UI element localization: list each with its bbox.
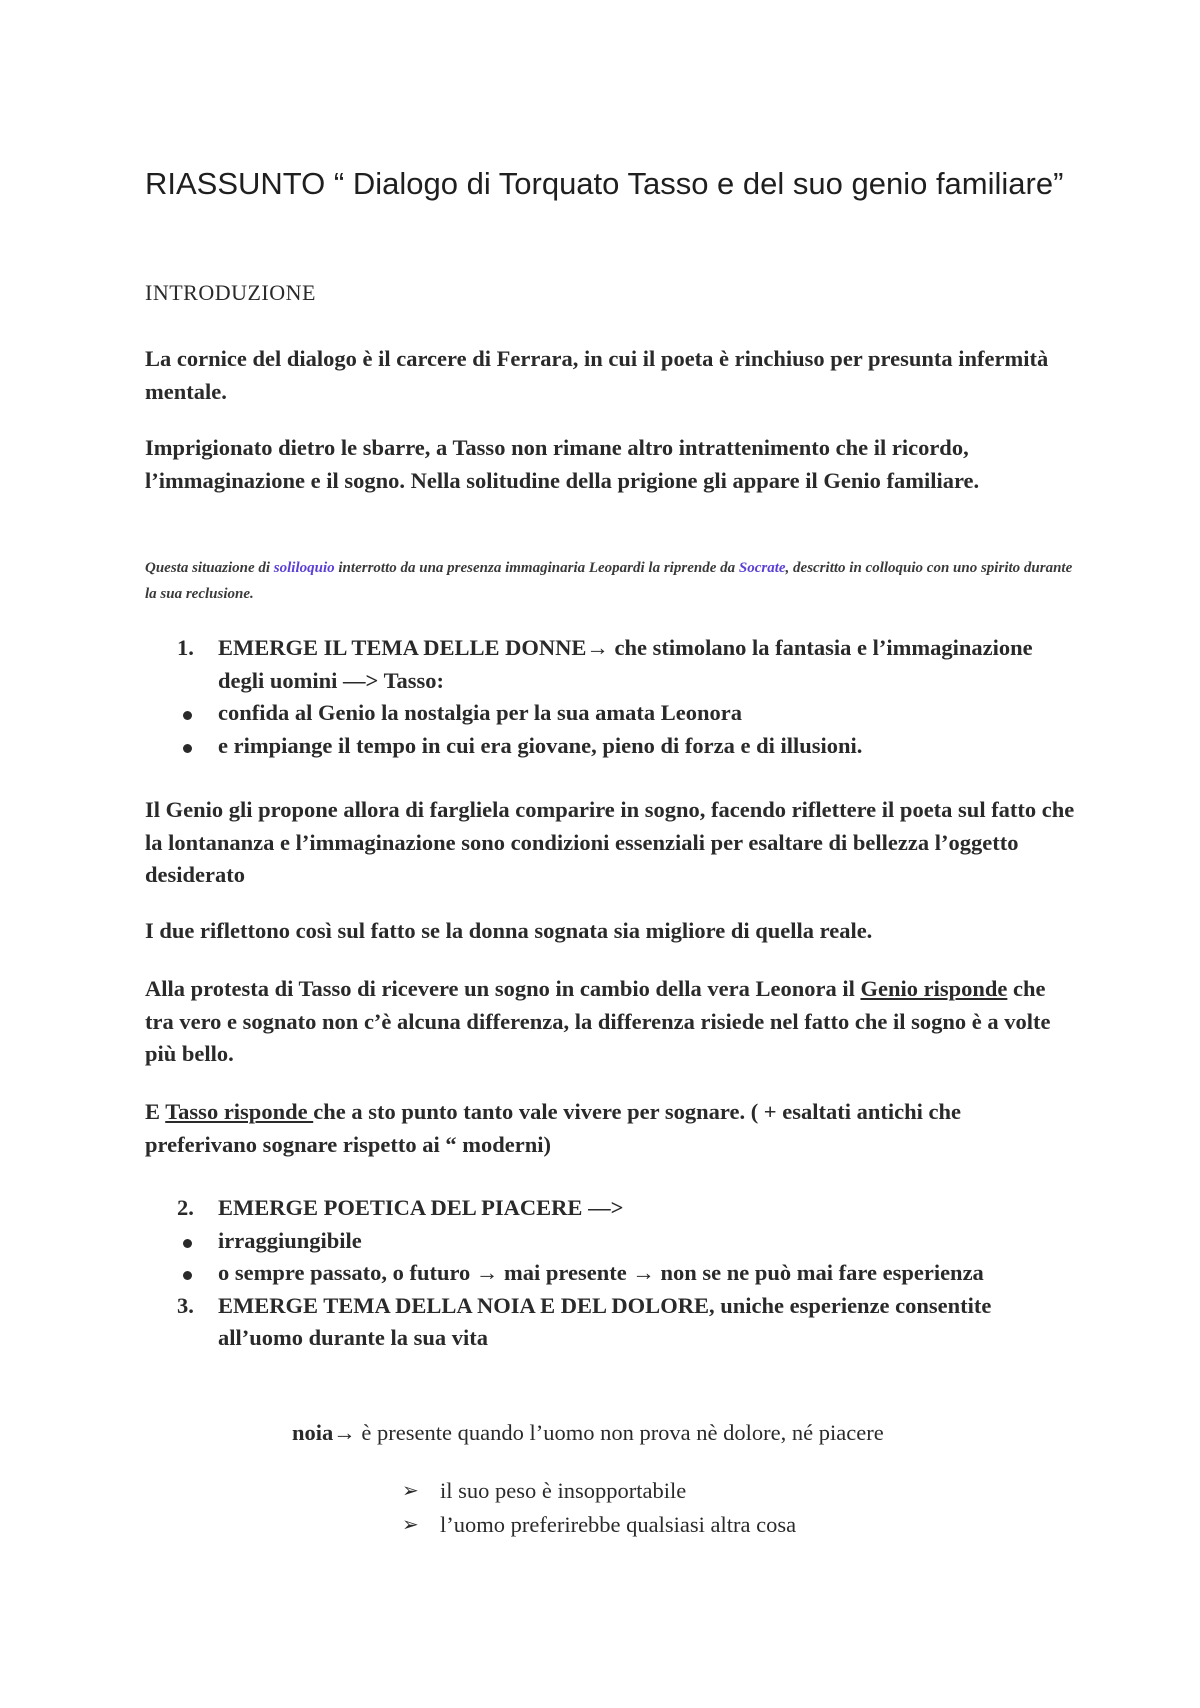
arrow-bullet-icon: ➢ <box>402 1514 419 1536</box>
list-number: 3. <box>177 1292 194 1318</box>
list-item-bullet <box>145 1257 1075 1290</box>
arrow-list-item <box>402 1474 796 1508</box>
paragraph-text: che a sto punto tanto vale vivere per sognare. ( + esaltati antichi che preferivano sognare rispetto ai “ moderni) <box>145 1099 961 1157</box>
note-text: , descritto in colloquio con uno spirito durante la sua reclusione. <box>145 560 1073 602</box>
paragraph-protesta <box>145 973 1075 1071</box>
note-link-soliloquio[interactable]: soliloquio <box>273 560 335 576</box>
list-item-text: irraggiungibile <box>218 1227 362 1253</box>
paragraph-genio-propone: Il Genio gli propone allora di fargliela comparire in sogno, facendo riflettere il poeta sul fatto che la lontananza e l’immaginazione sono condizioni essenziali per esaltare di bellezza l’oggetto desiderato <box>145 797 1075 887</box>
bullet-icon <box>183 1271 192 1280</box>
list-number: 1. <box>177 635 194 660</box>
bullet-icon <box>183 1239 192 1248</box>
paragraph-riflettono: I due riflettono così sul fatto se la donna sognata sia migliore di quella reale. <box>145 918 873 943</box>
list-item-text: EMERGE TEMA DELLA NOIA E DEL DOLORE, uniche esperienze consentite all’uomo durante la sua vita <box>218 1292 992 1350</box>
note-socrate <box>145 555 1085 607</box>
underlined-text: Genio risponde <box>860 976 1008 1001</box>
paragraph-prigione: Imprigionato dietro le sbarre, a Tasso non rimane altro intrattenimento che il ricordo, l’immaginazione e il sogno. Nella solitudine della prigione gli appare il Genio familiare. <box>145 435 980 493</box>
page-title: RIASSUNTO “ Dialogo di Torquato Tasso e del suo genio familiare” <box>145 166 1064 201</box>
note-text: Questa situazione di <box>145 560 274 576</box>
arrow-item-text: l’uomo preferirebbe qualsiasi altra cosa <box>440 1512 797 1537</box>
paragraph-text: Alla protesta di Tasso di ricevere un sogno in cambio della vera Leonora il <box>145 976 861 1001</box>
list-item-text: EMERGE POETICA DEL PIACERE —> <box>218 1195 624 1220</box>
list-poetica-piacere <box>145 1192 1075 1355</box>
paragraph-text: E <box>145 1099 166 1124</box>
underlined-text: Tasso risponde <box>165 1099 314 1124</box>
section-heading: INTRODUZIONE <box>145 280 316 305</box>
list-item-bullet <box>145 697 1075 730</box>
bullet-icon <box>183 711 192 720</box>
list-item-text: e rimpiange il tempo in cui era giovane, pieno di forza e di illusioni. <box>218 732 863 758</box>
bullet-icon <box>183 744 192 753</box>
list-item-text: EMERGE IL TEMA DELLE DONNE→ che stimolano la fantasia e l’immaginazione degli uomini —> Tasso: <box>218 635 1033 693</box>
list-item-numbered <box>145 1290 1075 1355</box>
note-text: interrotto da una presenza immaginaria Leopardi la riprende da <box>334 560 739 576</box>
noia-text: → è presente quando l’uomo non prova nè dolore, né piacere <box>333 1420 884 1445</box>
list-item-text: o sempre passato, o futuro → mai presente → non se ne può mai fare esperienza <box>218 1260 984 1285</box>
note-link-socrate[interactable]: Socrate <box>738 560 786 576</box>
arrow-bullet-icon: ➢ <box>402 1480 419 1502</box>
paragraph-text: che tra vero e sognato non c’è alcuna differenza, la differenza risiede nel fatto che il sogno è a volte più bello. <box>145 976 1051 1066</box>
arrow-list-item <box>402 1508 796 1542</box>
noia-definition <box>292 1417 884 1450</box>
arrow-list <box>402 1474 796 1542</box>
list-number: 2. <box>177 1195 194 1220</box>
list-tema-donne <box>145 632 1075 762</box>
list-item-text: confida al Genio la nostalgia per la sua amata Leonora <box>218 700 742 725</box>
noia-term: noia <box>292 1420 334 1445</box>
list-item-bullet <box>145 1225 1075 1258</box>
list-item-numbered <box>145 1192 1075 1225</box>
paragraph-tasso-risponde <box>145 1096 1075 1161</box>
list-item-bullet <box>145 730 1075 763</box>
list-item-numbered <box>145 632 1075 697</box>
paragraph-cornice: La cornice del dialogo è il carcere di Ferrara, in cui il poeta è rinchiuso per presunta infermità mentale. <box>145 346 1049 404</box>
arrow-item-text: il suo peso è insopportabile <box>440 1478 687 1503</box>
